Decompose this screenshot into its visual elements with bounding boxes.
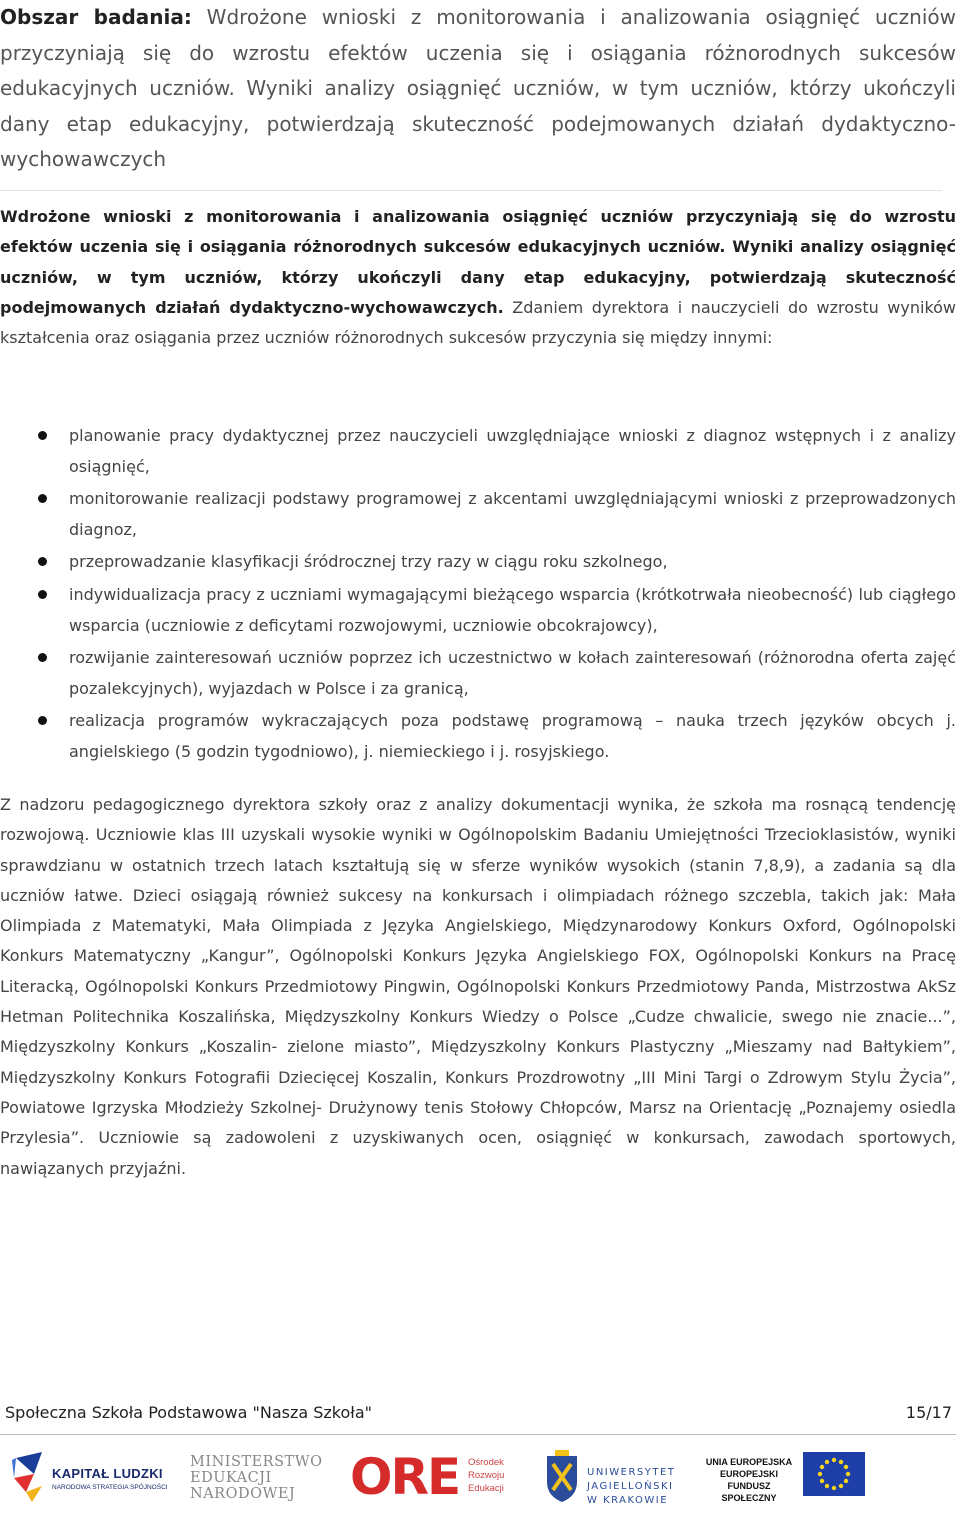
- research-area-text: Wdrożone wnioski z monitorowania i analizowania osiągnięć uczniów przyczyniają się do wzrostu efektów uczenia się i osiągania różnorodnych sukcesów edukacyjnych uczniów. Wyniki analizy osiągnięć uczniów, w tym uczniów, którzy ukończyli dany etap edukacyjny, potwierdzają skuteczność podejmowanych działań dydaktyczno-wychowawczych: [0, 5, 956, 171]
- ore-wordmark: [350, 1448, 459, 1506]
- list-item: [0, 421, 956, 482]
- ore-subtitle: [468, 1456, 504, 1495]
- factors-list: [0, 421, 956, 770]
- men-wordmark: [190, 1454, 323, 1502]
- eu-wordmark: [703, 1456, 795, 1504]
- supervision-paragraph: Z nadzoru pedagogicznego dyrektora szkoły oraz z analizy dokumentacji wynika, że szkoła ma rosnącą tendencję rozwojową. Uczniowie klas III uzyskali wysokie wyniki w Ogólnopolskim Badaniu Umiejętności Trzecioklasistów, wyniki sprawdzianu w ostatnich trzech latach kształtują się w sferze wyników wysokich (stanin 7,8,9), a zadania są dla uczniów łatwe. Dzieci osiągają również sukcesy na konkursach i olimpiadach różnego szczebla, takich jak: Mała Olimpiada z Matematyki, Mała Olimpiada z Języka Angielskiego, Międzynarodowy Konkurs Oxford, Ogólnopolski Konkurs Matematyczny „Kangur”, Ogólnopolski Konkurs Języka Angielskiego FOX, Ogólnopolski Konkurs na Pracę Literacką, Ogólnopolski Konkurs Przedmiotowy Pingwin, Ogólnopolski Konkurs Przedmiotowy Panda, Mistrzostwa AkSz Hetman Politechnika Koszalińska, Międzyszkolny Konkurs Wiedzy o Polsce „Cudze chwalicie, swego nie znacie...”, Międzyszkolny Konkurs „Koszalin- zielone miasto”, Międzyszkolny Konkurs Plastyczny „Mieszamy nad Bałtykiem”, Międzyszkolny Konkurs Fotografii Dziecięcej Koszalin, Konkurs Prozdrowotny „III Mini Targi o Zdrowym Stylu Życia”, Powiatowe Igrzyska Młodzieży Szkolnej- Drużynowy tenis Stołowy Chłopców, Marsz na Orientację „Poznajemy osiedla Przylesia”. Uczniowie są zadowoleni z uzyskiwanych ocen, osiągnięć w konkursach, zawodach sportowych, nawiązanych przyjaźni.: [0, 795, 956, 1178]
- footer-divider: [0, 1434, 956, 1435]
- list-item-text: rozwijanie zainteresowań uczniów poprzez ich uczestnictwo w kołach zainteresowań (różnorodna oferta zajęć pozalekcyjnych), wyjazdach w Polsce i za granicą,: [69, 648, 956, 698]
- research-area-header: [0, 0, 956, 178]
- bullet-icon: [38, 716, 47, 725]
- eu-line-2: EUROPEJSKI: [719, 1469, 779, 1479]
- list-item-text: indywidualizacja pracy z uczniami wymagającymi bieżącego wsparcia (krótkotrwała nieobecność) lub ciągłego wsparcia (uczniowie z deficytami rozwojowymi, uczniowie obcokrajowcy),: [69, 584, 956, 635]
- uj-logo: [545, 1442, 685, 1514]
- bullet-icon: [38, 557, 47, 566]
- list-item-text: przeprowadzanie klasyfikacji śródrocznej trzy razy w ciągu roku szkolnego,: [69, 552, 668, 572]
- uj-line-1: UNIWERSYTET: [587, 1467, 676, 1478]
- eu-line-3: FUNDUSZ SPOŁECZNY: [721, 1481, 777, 1503]
- eu-line-1: UNIA EUROPEJSKA: [705, 1457, 793, 1467]
- list-item-text: planowanie pracy dydaktycznej przez nauczycieli uwzględniające wnioski z diagnoz wstępnych i z analizy osiągnięć,: [69, 426, 956, 476]
- list-item-text: realizacja programów wykraczających poza podstawę programową – nauka trzech języków obcych j. angielskiego (5 godzin tygodniowo), j. niemieckiego i j. rosyjskiego.: [69, 711, 956, 761]
- men-line-3: NARODOWEJ: [190, 1486, 296, 1502]
- bullet-icon: [38, 590, 47, 599]
- kapital-ludzki-subtitle: NARODOWA STRATEGIA SPÓJNOŚCI: [52, 1484, 168, 1491]
- footer-school-name: Społeczna Szkoła Podstawowa "Nasza Szkoła": [5, 1403, 372, 1422]
- page-footer: [0, 1400, 956, 1426]
- intro-paragraph: [0, 202, 956, 353]
- ore-line-3: Edukacji: [468, 1483, 504, 1494]
- list-item: [0, 580, 956, 641]
- uj-wordmark: [587, 1466, 675, 1508]
- list-item: [0, 484, 956, 545]
- bullet-icon: [38, 494, 47, 503]
- men-line-1: MINISTERSTWO: [190, 1454, 323, 1470]
- men-logo: [190, 1442, 323, 1514]
- list-item: [0, 706, 956, 767]
- bullet-icon: [38, 431, 47, 440]
- list-item: [0, 547, 956, 578]
- intro-bold-text: Wdrożone wnioski z monitorowania i analizowania osiągnięć uczniów przyczyniają się do wzrostu efektów uczenia się i osiągania różnorodnych sukcesów edukacyjnych uczniów. Wyniki analizy osiągnięć uczniów, w tym uczniów, którzy ukończyli dany etap edukacyjny, potwierdzają skuteczność podejmowanych działań dydaktyczno-wychowawczych.: [0, 207, 956, 317]
- kapital-ludzki-mark-icon: [12, 1452, 46, 1502]
- research-area-label: Obszar badania:: [0, 5, 192, 29]
- uj-crest-icon: [545, 1450, 579, 1502]
- page-number: 15/17: [905, 1403, 952, 1422]
- intro-text: Zdaniem dyrektora i nauczycieli do wzrostu wyników kształcenia oraz osiągania przez uczniów różnorodnych sukcesów przyczynia się między innymi:: [0, 297, 957, 348]
- eu-logo: [703, 1442, 868, 1514]
- list-item-text: monitorowanie realizacji podstawy programowej z akcentami uwzględniającymi wnioski z przeprowadzonych diagnoz,: [69, 489, 956, 539]
- eu-flag-icon: [803, 1452, 865, 1496]
- ore-line-2: Rozwoju: [468, 1470, 505, 1481]
- section-divider: [0, 190, 942, 191]
- list-item: [0, 643, 956, 704]
- ore-line-1: Ośrodek: [468, 1457, 504, 1468]
- kapital-ludzki-title: KAPITAŁ LUDZKI: [52, 1466, 163, 1481]
- kapital-ludzki-logo: [8, 1442, 168, 1514]
- uj-line-3: W KRAKOWIE: [587, 1495, 669, 1506]
- uj-line-2: JAGIELLOŃSKI: [587, 1481, 674, 1492]
- bullet-icon: [38, 653, 47, 662]
- men-line-2: EDUKACJI: [190, 1470, 272, 1486]
- sponsor-logos-bar: [0, 1442, 960, 1514]
- ore-mark: ORE: [350, 1448, 460, 1506]
- ore-logo: [350, 1442, 520, 1514]
